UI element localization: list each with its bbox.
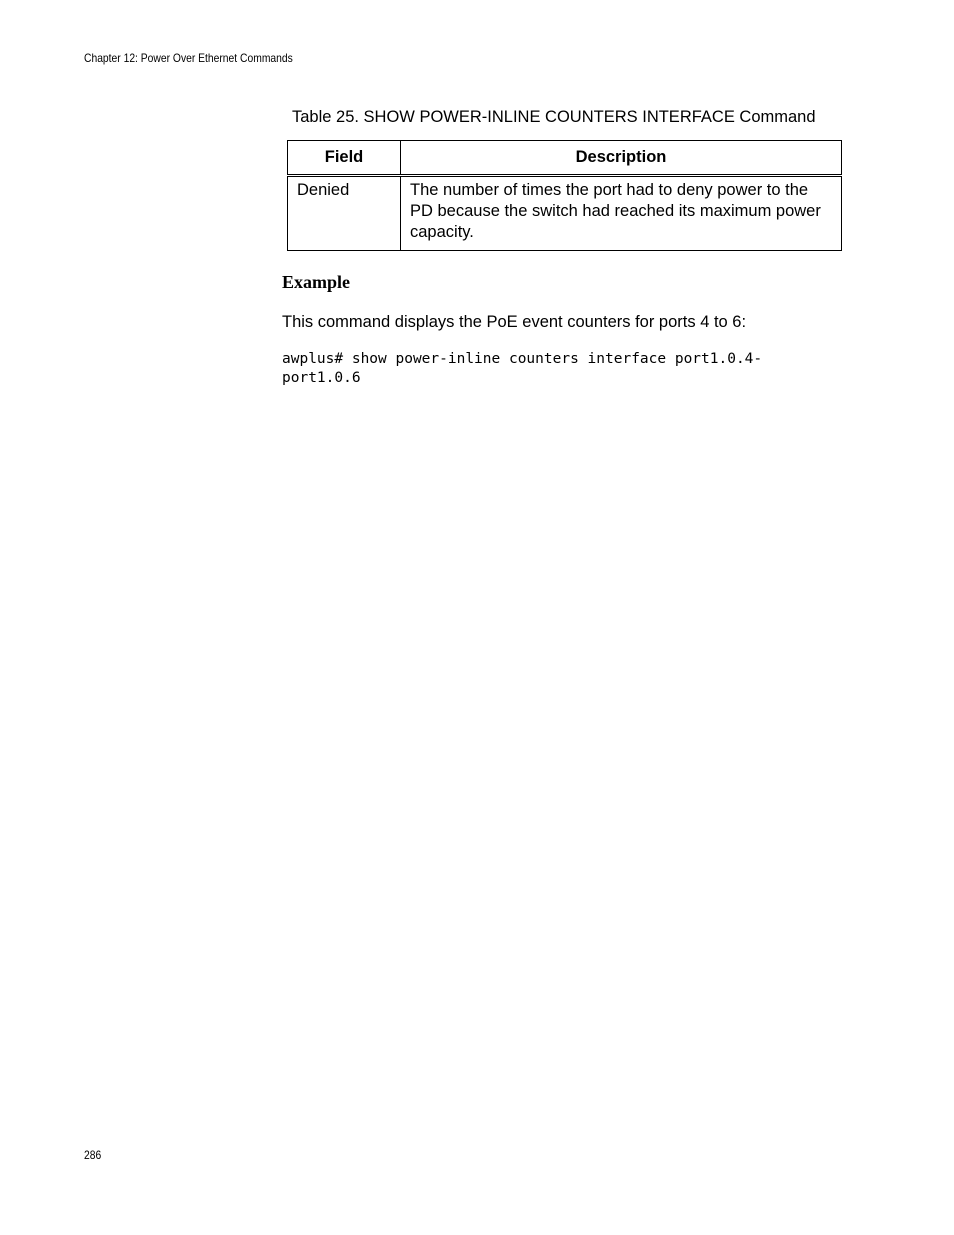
- running-header: Chapter 12: Power Over Ethernet Commands: [84, 51, 293, 65]
- example-heading: Example: [282, 272, 351, 292]
- column-header-field: Field: [288, 141, 401, 176]
- code-line: awplus# show power-inline counters interface port1.0.4-: [282, 351, 763, 367]
- example-intro-text: This command displays the PoE event counters for ports 4 to 6:: [282, 313, 747, 331]
- table-header-row: [288, 141, 842, 176]
- table-cell-description: The number of times the port had to deny power to the PD because the switch had reached its maximum power capacity.: [401, 176, 842, 251]
- page-number: 286: [84, 1148, 102, 1162]
- table-row: [288, 176, 842, 251]
- code-line: port1.0.6: [282, 370, 361, 386]
- example-code-block: [282, 350, 762, 388]
- column-header-description: Description: [401, 141, 842, 176]
- table-caption: Table 25. SHOW POWER-INLINE COUNTERS INTERFACE Command: [292, 108, 816, 126]
- table-cell-field: Denied: [288, 176, 401, 251]
- field-description-table: [287, 140, 842, 251]
